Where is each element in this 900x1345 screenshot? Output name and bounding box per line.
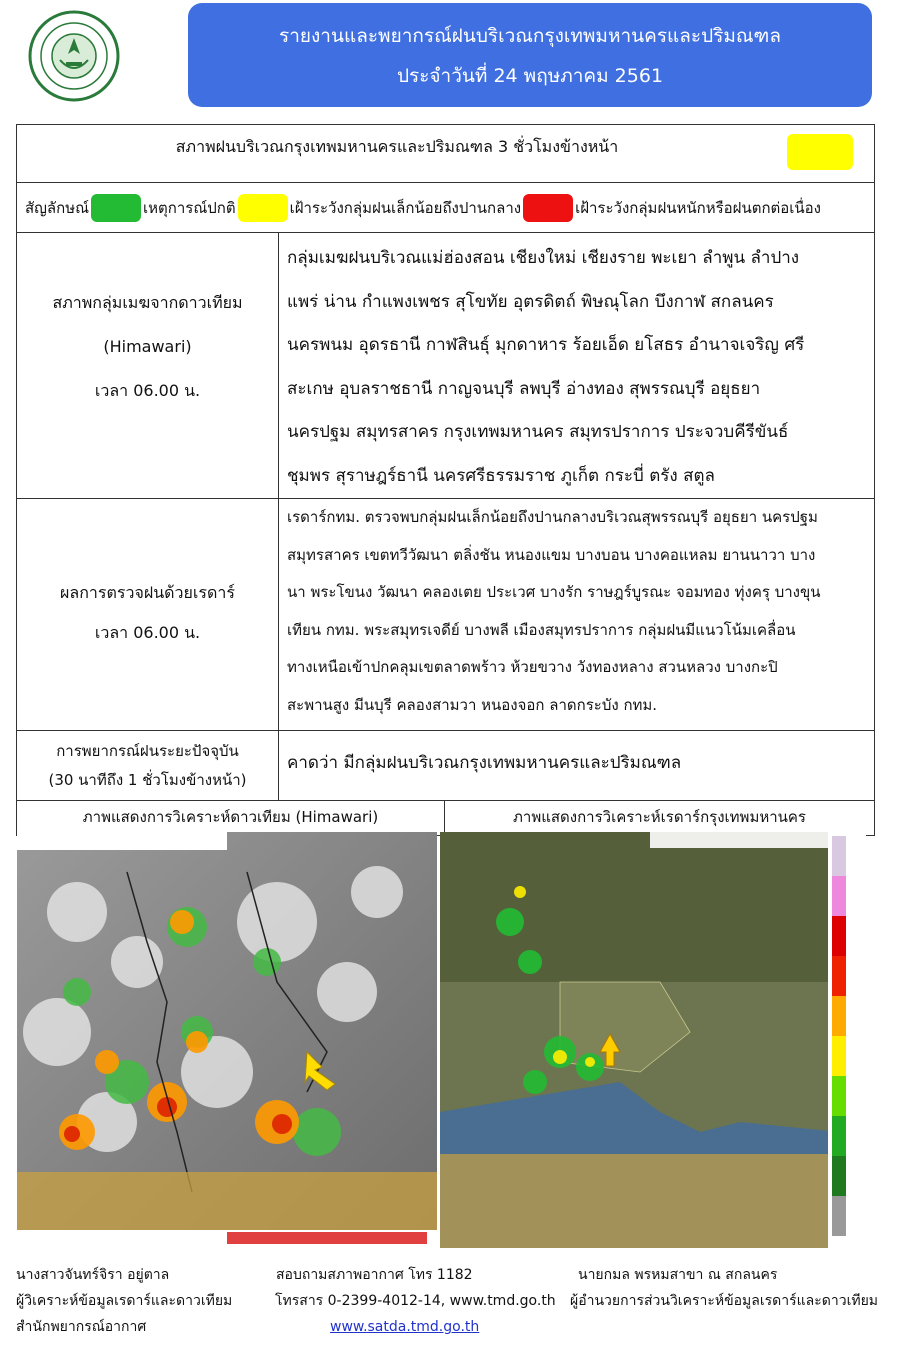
legend-text-watch-light: เฝ้าระวังกลุ่มฝนเล็กน้อยถึงปานกลาง <box>289 198 522 217</box>
legend-label: สัญลักษณ์ <box>25 198 90 217</box>
radar-description <box>279 499 874 730</box>
satellite-label-line: (Himawari) <box>103 337 192 356</box>
satellite-line: นครพนม อุดรธานี กาฬสินธุ์ มุกดาหาร ร้อยเอ็ด ยโสธร อำนาจเจริญ ศรี <box>287 335 805 356</box>
radar-line: เรดาร์กทม. ตรวจพบกลุ่มฝนเล็กน้อยถึงปานกลางบริเวณสุพรรณบุรี อยุธยา นครปฐม <box>287 508 818 526</box>
satellite-label <box>17 233 279 498</box>
director-title: ผู้อำนวยการส่วนวิเคราะห์ข้อมูลเรดาร์และดาวเทียม <box>570 1293 879 1309</box>
radar-label <box>17 499 279 730</box>
radar-line: ทางเหนือเข้าปกคลุมเขตลาดพร้าว ห้วยขวาง วังทองหลาง สวนหลวง บางกะปิ <box>287 658 778 677</box>
office-name: สำนักพยากรณ์อากาศ <box>16 1319 147 1335</box>
contact-fax: โทรสาร 0-2399-4012-14, www.tmd.go.th <box>275 1293 556 1309</box>
satellite-caption: ภาพแสดงการวิเคราะห์ดาวเทียม (Himawari) <box>17 801 445 835</box>
radar-line: เทียน กทม. พระสมุทรเจดีย์ บางพลี เมืองสมุทรปราการ กลุ่มฝนมีแนวโน้มเคลื่อน <box>287 620 796 639</box>
satellite-line: สะเกษ อุบลราชธานี กาญจนบุรี ลพบุรี อ่างทอง สุพรรณบุรี อยุธยา <box>287 378 761 399</box>
satellite-line: แพร่ น่าน กำแพงเพชร สุโขทัย อุตรดิตถ์ พิษณุโลก บึงกาฬ สกลนคร <box>287 291 774 312</box>
report-table <box>16 124 875 836</box>
status-row <box>17 125 874 183</box>
satellite-line: นครปฐม สมุทรสาคร กรุงเทพมหานคร สมุทรปราการ ประจวบคีรีขันธ์ <box>287 422 789 443</box>
satellite-label-line: สภาพกลุ่มเมฆจากดาวเทียม <box>52 293 243 312</box>
status-text: สภาพฝนบริเวณกรุงเทพมหานครและปริมณฑล 3 ชั่วโมงข้างหน้า <box>175 137 619 156</box>
satellite-line: กลุ่มเมฆฝนบริเวณแม่ฮ่องสอน เชียงใหม่ เชียงราย พะเยา ลำพูน ลำปาง <box>287 248 800 268</box>
website-link[interactable]: www.satda.tmd.go.th <box>330 1319 480 1335</box>
legend-text-watch-heavy: เฝ้าระวังกลุ่มฝนหนักหรือฝนตกต่อเนื่อง <box>575 198 821 217</box>
report-header-banner <box>188 3 872 107</box>
director-name: นายกมล พรหมสาขา ณ สกลนคร <box>578 1267 778 1283</box>
report-date: ประจำวันที่ 24 พฤษภาคม 2561 <box>396 65 664 87</box>
radar-caption: ภาพแสดงการวิเคราะห์เรดาร์กรุงเทพมหานคร <box>513 808 806 826</box>
forecast-label-line: การพยากรณ์ฝนระยะปัจจุบัน <box>56 742 239 760</box>
radar-color-scale <box>832 836 846 1236</box>
satellite-row <box>17 233 874 499</box>
tmd-seal-logo <box>28 10 120 102</box>
satellite-image <box>17 832 437 1248</box>
analyst-title: ผู้วิเคราะห์ข้อมูลเรดาร์และดาวเทียม <box>16 1293 233 1309</box>
contact-phone: สอบถามสภาพอากาศ โทร 1182 <box>276 1267 473 1283</box>
legend-text-normal: เหตุการณ์ปกติ <box>143 198 236 217</box>
forecast-text: คาดว่า มีกลุ่มฝนบริเวณกรุงเทพมหานครและปริมณฑล <box>287 753 682 773</box>
legend-row <box>17 183 874 233</box>
satellite-line: ชุมพร สุราษฎร์ธานี นครศรีธรรมราช ภูเก็ต กระบี่ ตรัง สตูล <box>287 465 715 486</box>
radar-label-line: ผลการตรวจฝนด้วยเรดาร์ <box>60 583 235 602</box>
forecast-label-line: (30 นาทีถึง 1 ชั่วโมงข้างหน้า) <box>48 771 247 789</box>
radar-line: สมุทรสาคร เขตทวีวัฒนา ตลิ่งชัน หนองแขม บางบอน บางคอแหลม ยานนาวา บาง <box>287 545 816 564</box>
radar-image <box>440 832 866 1248</box>
forecast-row <box>17 731 874 801</box>
legend-swatch-normal <box>91 194 141 222</box>
satellite-label-line: เวลา 06.00 น. <box>94 381 201 400</box>
status-indicator <box>787 134 853 170</box>
report-title: รายงานและพยากรณ์ฝนบริเวณกรุงเทพมหานครและปริมณฑล <box>279 25 781 47</box>
analyst-name: นางสาวจันทร์จิรา อยู่ตาล <box>16 1267 170 1283</box>
radar-line: นา พระโขนง วัฒนา คลองเตย ประเวศ บางรัก ราษฎร์บูรณะ จอมทอง ทุ่งครุ บางขุน <box>287 583 821 602</box>
radar-line: สะพานสูง มีนบุรี คลองสามวา หนองจอก ลาดกระบัง กทม. <box>287 695 658 714</box>
legend-swatch-watch-light <box>238 194 288 222</box>
satellite-description <box>279 233 874 498</box>
legend-swatch-watch-heavy <box>523 194 573 222</box>
radar-label-line: เวลา 06.00 น. <box>94 623 201 642</box>
radar-row <box>17 499 874 731</box>
caption-row <box>17 801 874 835</box>
forecast-label <box>17 731 279 800</box>
